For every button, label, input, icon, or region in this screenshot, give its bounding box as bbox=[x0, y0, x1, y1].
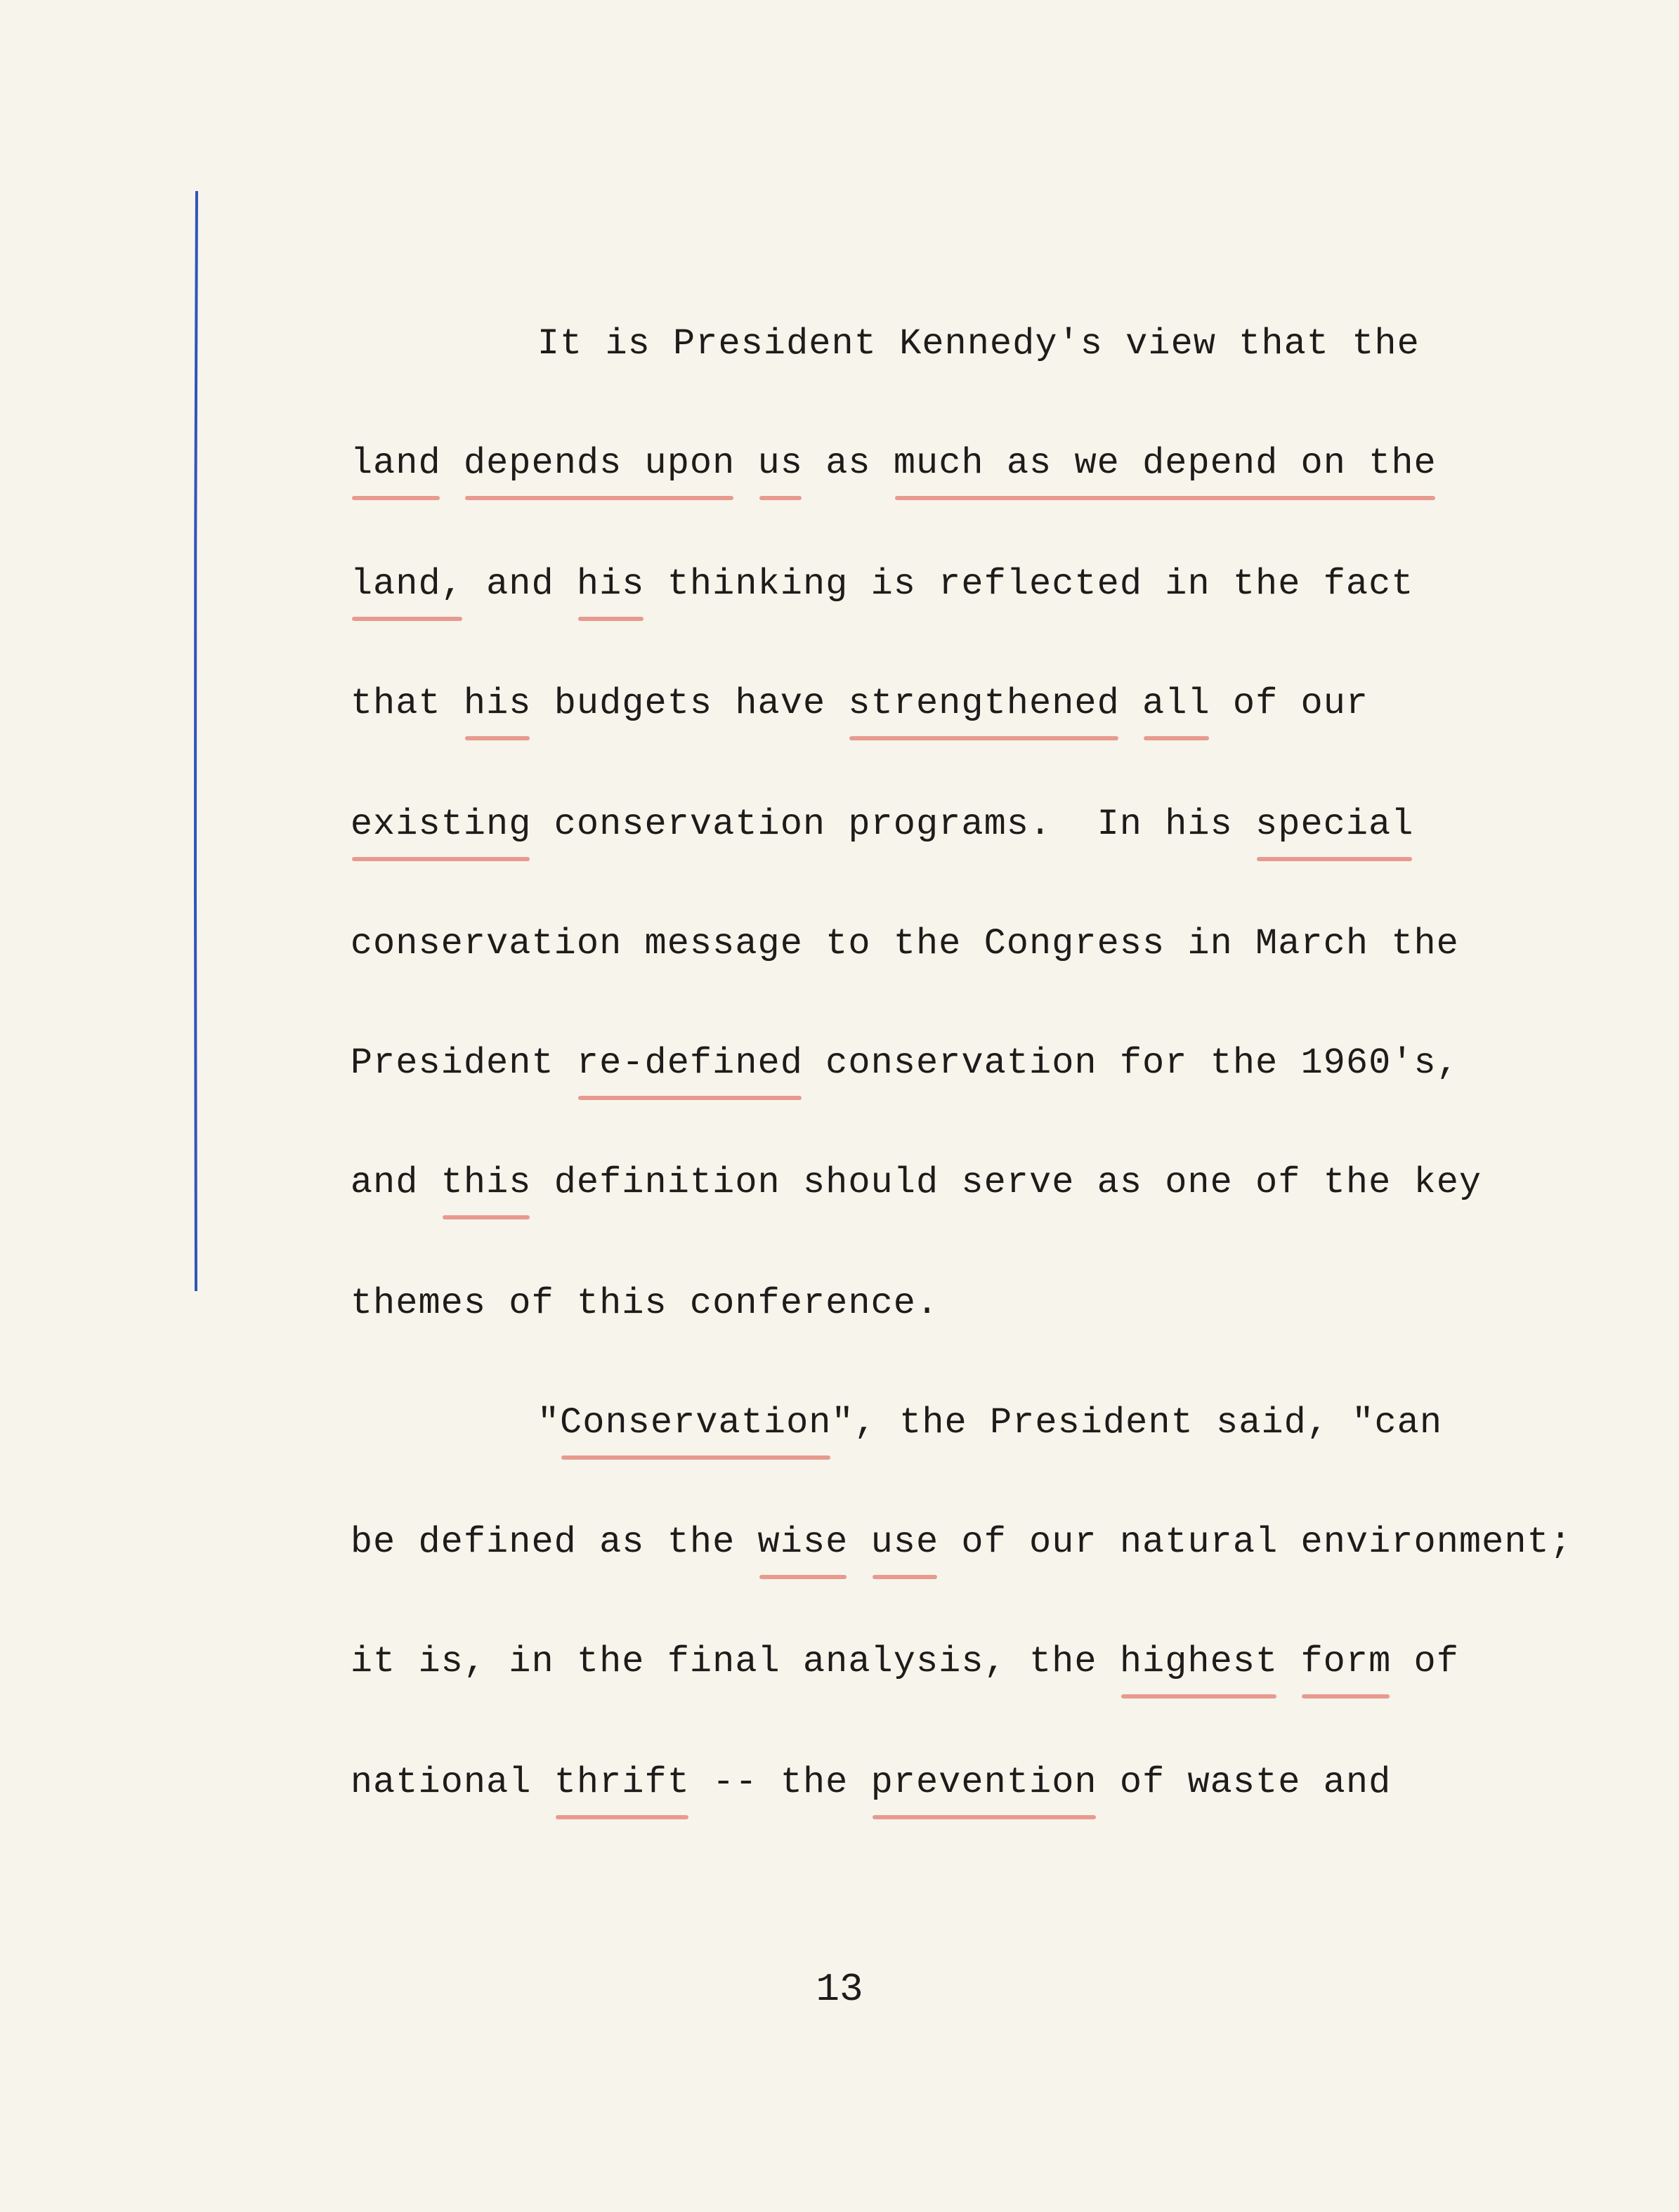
text-segment: of our natural environment; bbox=[939, 1521, 1572, 1563]
text-segment: that bbox=[350, 683, 464, 724]
text-segment: conservation message to the Congress in March the bbox=[350, 923, 1459, 964]
underlined-word: Conservation bbox=[560, 1402, 832, 1444]
text-segment: of waste and bbox=[1097, 1762, 1392, 1803]
text-segment: of bbox=[1391, 1641, 1459, 1682]
underlined-word: his bbox=[576, 563, 645, 605]
text-segment: conservation programs. In his bbox=[531, 804, 1256, 845]
text-segment bbox=[735, 443, 757, 484]
text-segment: -- the bbox=[689, 1762, 871, 1803]
underlined-word: all bbox=[1142, 683, 1210, 724]
text-segment: conservation for the 1960's, bbox=[802, 1042, 1459, 1084]
text-segment: as bbox=[802, 443, 894, 484]
underlined-word: re-defined bbox=[576, 1042, 803, 1084]
underlined-word: wise bbox=[757, 1521, 849, 1563]
text-line bbox=[260, 1479, 1572, 1606]
text-segment: President bbox=[350, 1042, 577, 1084]
text-line bbox=[260, 881, 1459, 1007]
text-segment: budgets have bbox=[531, 683, 849, 724]
text-segment: be defined as the bbox=[350, 1521, 758, 1563]
underlined-word: strengthened bbox=[848, 683, 1120, 724]
underlined-word: much as we depend on the bbox=[893, 443, 1437, 484]
text-segment: and bbox=[350, 1162, 441, 1203]
text-line bbox=[260, 521, 1414, 648]
text-line bbox=[260, 1120, 1482, 1246]
text-segment: thinking is reflected in the fact bbox=[644, 563, 1414, 605]
underlined-word: highest bbox=[1119, 1641, 1279, 1682]
text-line bbox=[447, 1360, 1442, 1486]
underlined-word: thrift bbox=[554, 1762, 690, 1803]
text-line bbox=[260, 400, 1437, 527]
text-segment: national bbox=[350, 1762, 554, 1803]
underlined-word: existing bbox=[350, 804, 532, 845]
underlined-word: use bbox=[870, 1521, 939, 1563]
underlined-word: this bbox=[440, 1162, 532, 1203]
underlined-word: land bbox=[350, 443, 441, 484]
text-segment: and bbox=[463, 563, 577, 605]
text-line bbox=[447, 281, 1420, 407]
underlined-word: us bbox=[757, 443, 803, 484]
text-line bbox=[260, 1000, 1459, 1127]
text-segment bbox=[848, 1521, 870, 1563]
text-segment bbox=[1120, 683, 1142, 724]
underlined-word: form bbox=[1300, 1641, 1392, 1682]
text-line bbox=[260, 1720, 1391, 1846]
text-segment: themes of this conference. bbox=[350, 1283, 939, 1324]
text-segment: ", the President said, "can bbox=[831, 1402, 1443, 1444]
text-line bbox=[260, 761, 1413, 888]
underlined-word: special bbox=[1255, 804, 1414, 845]
margin-bracket-line bbox=[192, 190, 200, 1292]
text-segment: it is, in the final analysis, the bbox=[350, 1641, 1120, 1682]
text-line bbox=[260, 1599, 1459, 1725]
underlined-word: prevention bbox=[870, 1762, 1097, 1803]
text-line bbox=[260, 1241, 939, 1367]
page-number: 13 bbox=[816, 1967, 863, 2012]
text-segment: definition should serve as one of the key bbox=[531, 1162, 1482, 1203]
text-segment: of our bbox=[1210, 683, 1369, 724]
underlined-word: depends upon bbox=[463, 443, 736, 484]
underlined-word: land, bbox=[350, 563, 464, 605]
underlined-word: his bbox=[463, 683, 532, 724]
text-segment: It is President Kennedy's view that the bbox=[537, 323, 1420, 365]
text-segment bbox=[1278, 1641, 1300, 1682]
text-segment bbox=[441, 443, 464, 484]
text-line bbox=[260, 641, 1368, 767]
text-segment: " bbox=[537, 1402, 561, 1444]
